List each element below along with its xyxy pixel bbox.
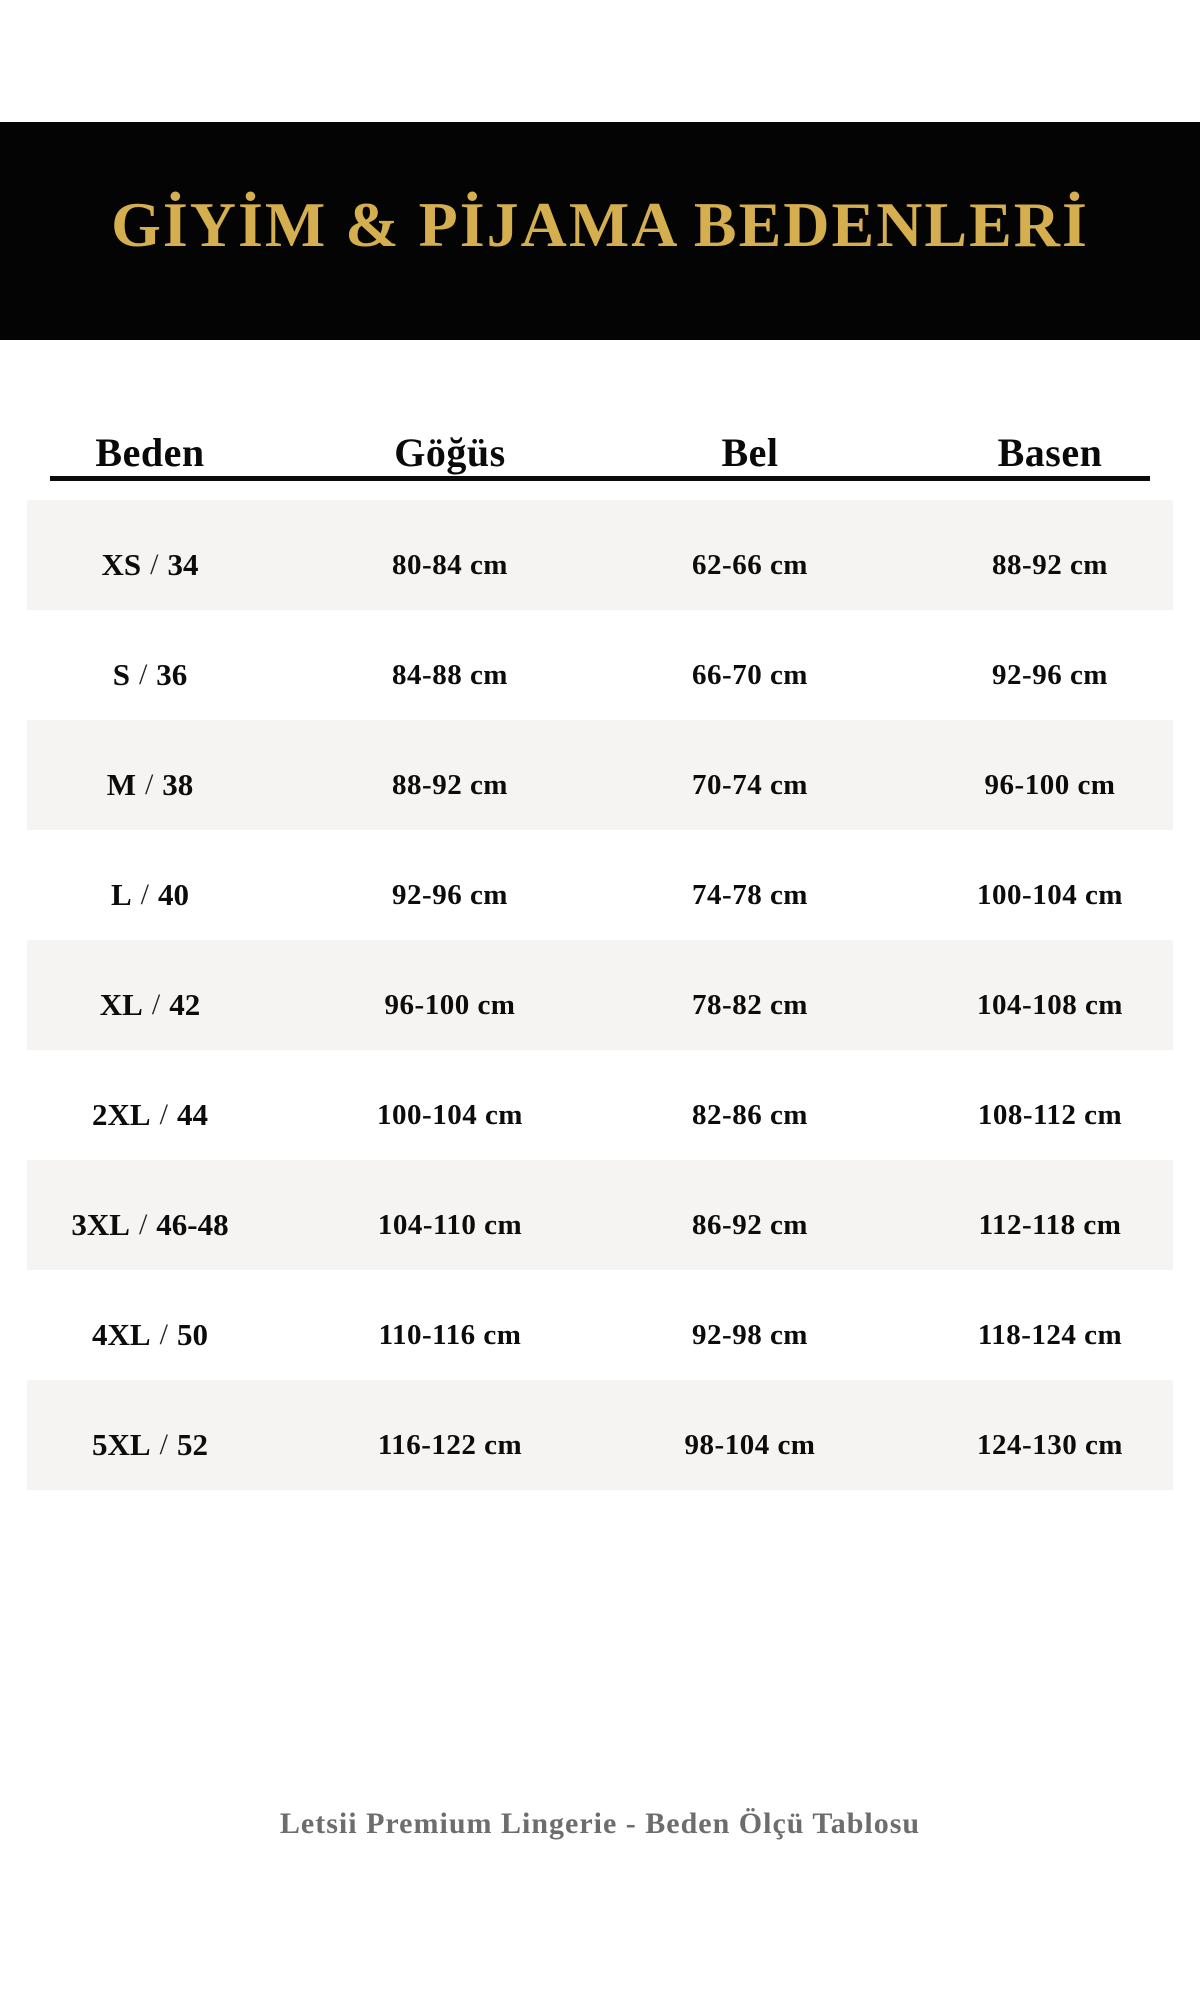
size-table-body	[0, 500, 1200, 1490]
size-cell	[0, 1050, 300, 1160]
chest-cell: 96-100 cm	[384, 988, 516, 1021]
size-cell	[0, 1160, 300, 1270]
column-header-hips: Basen	[997, 429, 1103, 475]
table-row	[0, 1380, 1200, 1490]
page-title: GİYİM & PİJAMA BEDENLERİ	[111, 189, 1089, 260]
size-cell	[0, 610, 300, 720]
chest-cell: 92-96 cm	[392, 878, 508, 911]
size-code: 36	[156, 657, 188, 692]
size-separator: /	[151, 988, 161, 1021]
size-separator: /	[150, 548, 159, 581]
size-cell	[0, 1380, 300, 1490]
size-code: 38	[162, 767, 194, 802]
size-code: 52	[176, 1427, 208, 1462]
column-header-size: Beden	[95, 429, 205, 475]
table-row	[0, 1050, 1200, 1160]
size-label: XL	[99, 987, 143, 1022]
size-separator: /	[159, 1098, 168, 1131]
size-separator: /	[140, 878, 150, 911]
waist-cell: 62-66 cm	[692, 548, 808, 581]
hips-cell: 124-130 cm	[977, 1428, 1123, 1461]
chest-cell: 104-110 cm	[377, 1208, 523, 1241]
hips-cell: 88-92 cm	[992, 548, 1108, 581]
table-row	[0, 720, 1200, 830]
hips-cell: 112-118 cm	[978, 1208, 1122, 1241]
size-label: 4XL	[92, 1317, 151, 1352]
size-separator: /	[138, 658, 148, 691]
chest-cell: 80-84 cm	[392, 548, 508, 581]
size-separator: /	[138, 1208, 148, 1241]
size-label: XS	[101, 547, 142, 582]
hips-cell: 96-100 cm	[984, 768, 1116, 801]
size-code: 50	[176, 1317, 208, 1352]
size-cell	[0, 720, 300, 830]
size-cell	[0, 500, 300, 610]
chest-cell: 110-116 cm	[378, 1318, 522, 1351]
size-separator: /	[159, 1428, 168, 1461]
size-label: S	[112, 657, 130, 692]
size-label: 3XL	[71, 1207, 130, 1242]
size-cell	[0, 940, 300, 1050]
waist-cell: 66-70 cm	[692, 658, 808, 691]
hips-cell: 118-124 cm	[977, 1318, 1123, 1351]
size-cell	[0, 1270, 300, 1380]
size-code: 44	[176, 1097, 208, 1132]
chest-cell: 100-104 cm	[377, 1098, 523, 1131]
size-label: 5XL	[92, 1427, 151, 1462]
size-code: 40	[158, 877, 190, 912]
size-code: 46-48	[156, 1207, 229, 1242]
waist-cell: 98-104 cm	[684, 1428, 816, 1461]
size-label: M	[106, 767, 136, 802]
waist-cell: 92-98 cm	[692, 1318, 808, 1351]
size-separator: /	[144, 768, 154, 801]
hips-cell: 100-104 cm	[977, 878, 1123, 911]
table-row	[0, 1160, 1200, 1270]
table-row	[0, 830, 1200, 940]
size-cell	[0, 830, 300, 940]
waist-cell: 86-92 cm	[692, 1208, 808, 1241]
table-header-row	[0, 428, 1200, 476]
table-row	[0, 1270, 1200, 1380]
footer-credit: Letsii Premium Lingerie - Beden Ölçü Tablosu	[279, 1807, 921, 1840]
hips-cell: 108-112 cm	[977, 1098, 1123, 1131]
waist-cell: 78-82 cm	[692, 988, 808, 1021]
table-row	[0, 940, 1200, 1050]
size-code: 34	[167, 547, 199, 582]
table-row	[0, 500, 1200, 610]
size-label: 2XL	[92, 1097, 151, 1132]
chest-cell: 84-88 cm	[392, 658, 508, 691]
size-label: L	[110, 877, 132, 912]
title-banner	[0, 122, 1200, 340]
column-header-waist: Bel	[721, 429, 779, 475]
size-code: 42	[169, 987, 201, 1022]
header-underline	[50, 476, 1150, 481]
column-header-chest: Göğüs	[394, 429, 506, 475]
table-row	[0, 610, 1200, 720]
hips-cell: 92-96 cm	[992, 658, 1108, 691]
hips-cell: 104-108 cm	[977, 988, 1123, 1021]
size-separator: /	[159, 1318, 168, 1351]
waist-cell: 70-74 cm	[692, 768, 808, 801]
waist-cell: 74-78 cm	[692, 878, 808, 911]
chest-cell: 116-122 cm	[377, 1428, 523, 1461]
chest-cell: 88-92 cm	[392, 768, 508, 801]
waist-cell: 82-86 cm	[692, 1098, 808, 1131]
